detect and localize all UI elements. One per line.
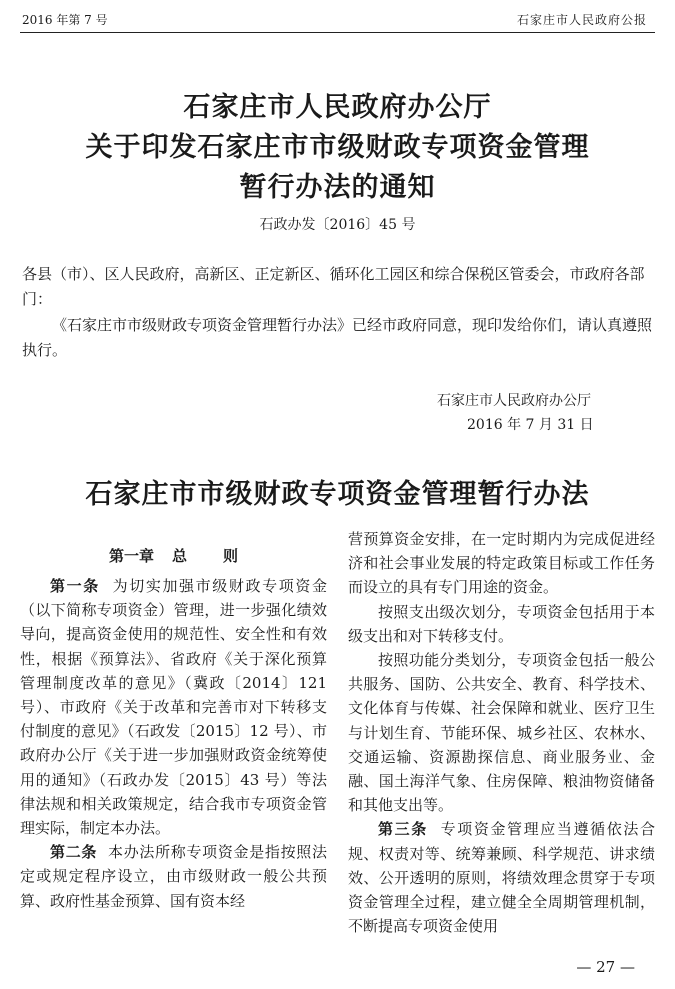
notice-title-line-2: 关于印发石家庄市市级财政专项资金管理 <box>85 132 590 163</box>
notice-title-line-1: 石家庄市人民政府办公厅 <box>183 92 492 123</box>
addressees: 各县（市）、区人民政府，高新区、正定新区、循环化工园区和综合保税区管委会，市政府各部门： <box>22 265 645 308</box>
article-paragraph <box>348 648 655 817</box>
issue-label: 2016 年第 7 号 <box>22 13 108 27</box>
issue-date: 2016 年 7 月 31 日 <box>467 417 594 433</box>
article-text: 本办法所称专项资金是指按照法定或规定程序设立，由市级财政一般公共预算、政府性基金预算、国有资本经 <box>20 843 327 910</box>
article-text: 按照支出级次划分，专项资金包括用于本级支出和对下转移支付。 <box>348 602 655 645</box>
document-number: 石政办发〔2016〕45 号 <box>259 217 416 233</box>
article-paragraph <box>348 600 655 648</box>
article-label: 第一条 <box>50 577 100 595</box>
left-column <box>20 574 327 913</box>
article-paragraph <box>20 574 327 840</box>
article-paragraph <box>348 817 655 938</box>
article-text: 按照功能分类划分，专项资金包括一般公共服务、国防、公共安全、教育、科学技术、文化体育与传媒、社会保障和就业、医疗卫生与计划生育、节能环保、城乡社区、农林水、交通运输、资源勘探信息、商业服务业、金融、国土海洋气象、住房保障、粮油物资储备和其他支出等。 <box>348 651 655 815</box>
signatory: 石家庄市人民政府办公厅 <box>437 393 591 409</box>
right-column <box>348 527 655 938</box>
article-label: 第三条 <box>378 820 428 839</box>
article-text: 为切实加强市级财政专项资金（以下简称专项资金）管理，进一步强化绩效导向，提高资金使用的规范性、安全性和有效性，根据《预算法》、省政府《关于深化预算管理制度改革的意见》（冀政〔2014〕121 号）、市政府《关于改革和完善市对下转移支付制度的意见》（石政发〔2015〕12 号）、市政府办公厅《关于进一步加强财政资金统筹使用的通知》（石政办发〔2015〕43 号）等法律法规和相关政策规定，结合我市专项资金管理实际，制定本办法。 <box>20 577 327 838</box>
chapter-name-part-1: 总 <box>171 547 187 565</box>
chapter-name-part-2: 则 <box>223 547 239 565</box>
article-text: 专项资金管理应当遵循依法合规、权责对等、统筹兼顾、科学规范、讲求绩效、公开透明的原则，将绩效理念贯穿于专项资金管理全过程，建立健全全周期管理机制，不断提高专项资金使用 <box>348 820 655 936</box>
article-paragraph <box>20 840 327 913</box>
notice-title-line-3: 暂行办法的通知 <box>239 172 436 203</box>
chapter-heading <box>20 545 327 566</box>
publication-name: 石家庄市人民政府公报 <box>516 13 647 27</box>
notice-body: 《石家庄市市级财政专项资金管理暂行办法》已经市政府同意，现印发给你们，请认真遵照执行。 <box>22 316 653 359</box>
article-label: 第二条 <box>50 843 98 862</box>
regulation-title: 石家庄市市级财政专项资金管理暂行办法 <box>85 479 590 510</box>
article-paragraph <box>348 527 655 600</box>
page-number: — 27 — <box>576 958 635 976</box>
header-divider <box>20 32 655 33</box>
chapter-number: 第一章 <box>108 547 154 565</box>
article-text: 营预算资金安排，在一定时期内为完成促进经济和社会事业发展的特定政策目标或工作任务而设立的具有专门用途的资金。 <box>348 530 655 597</box>
